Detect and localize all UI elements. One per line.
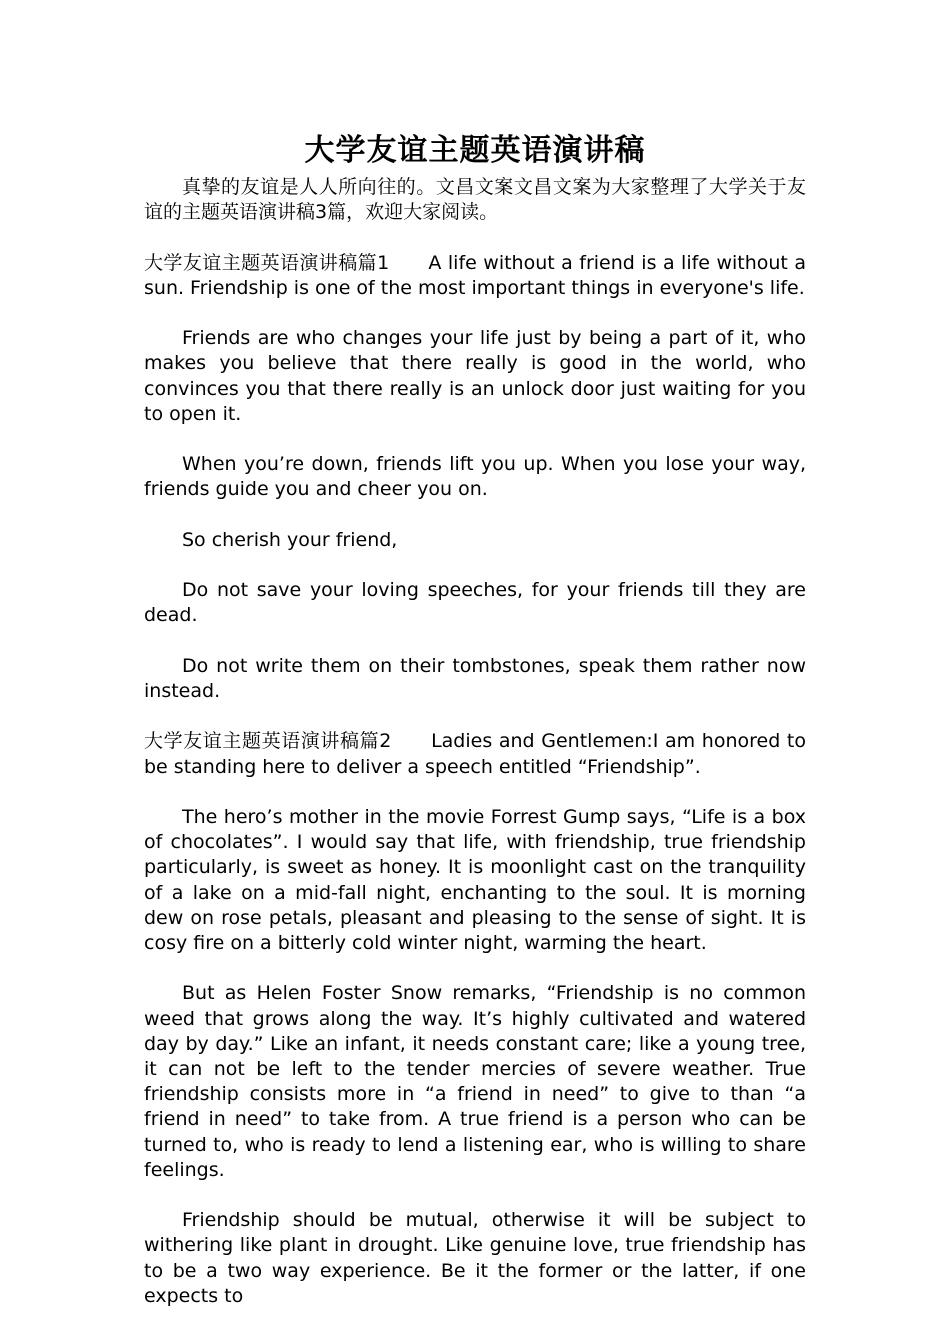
paragraph: Do not save your loving speeches, for your friends till they are dead. [144,579,806,627]
document-page [144,127,806,1309]
paragraph-speech-2-opening: 大学友谊主题英语演讲稿篇2 Ladies and Gentlemen:I am honored to be standing here to deliver a speech entitled “Friendship”. [144,730,806,778]
paragraph: Friendship should be mutual, otherwise it will be subject to withering like plant in drought. Like genuine love, true friendship has to be a two way experience. Be it the former or the latter, if one expects to [144,1209,806,1307]
paragraph: So cherish your friend, [182,528,398,551]
paragraph: Friends are who changes your life just by being a part of it, who makes you believe that there really is good in the world, who convinces you that there really is an unlock door just waiting for you to open it. [144,327,806,425]
paragraph: The hero’s mother in the movie Forrest Gump says, “Life is a box of chocolates”. I would say that life, with friendship, true friendship particularly, is sweet as honey. It is moonlight cast on the tranquility of a lake on a mid-fall night, enchanting to the soul. It is morning dew on rose petals, pleasant and pleasing to the sense of sight. It is cosy fire on a bitterly cold winter night, warming the heart. [144,805,806,954]
paragraph-speech-1-opening: 大学友谊主题英语演讲稿篇1 A life without a friend is a life without a sun. Friendship is one of the most important things in everyone's life. [144,251,806,299]
intro-paragraph: 真挚的友谊是人人所向往的。文昌文案文昌文案为大家整理了大学关于友谊的主题英语演讲稿3篇，欢迎大家阅读。 [144,176,806,224]
document-title: 大学友谊主题英语演讲稿 [304,133,646,168]
paragraph: Do not write them on their tombstones, speak them rather now instead. [144,654,806,702]
paragraph: But as Helen Foster Snow remarks, “Friendship is no common weed that grows along the way. It’s highly cultivated and watered day by day.” Like an infant, it needs constant care; like a young tree, it can not be left to the tender mercies of severe weather. True friendship consists more in “a friend in need” to give to than “a friend in need” to take from. A true friend is a person who can be turned to, who is ready to lend a listening ear, who is willing to share feelings. [144,982,806,1181]
paragraph: When you’re down, friends lift you up. When you lose your way, friends guide you and cheer you on. [144,453,806,501]
